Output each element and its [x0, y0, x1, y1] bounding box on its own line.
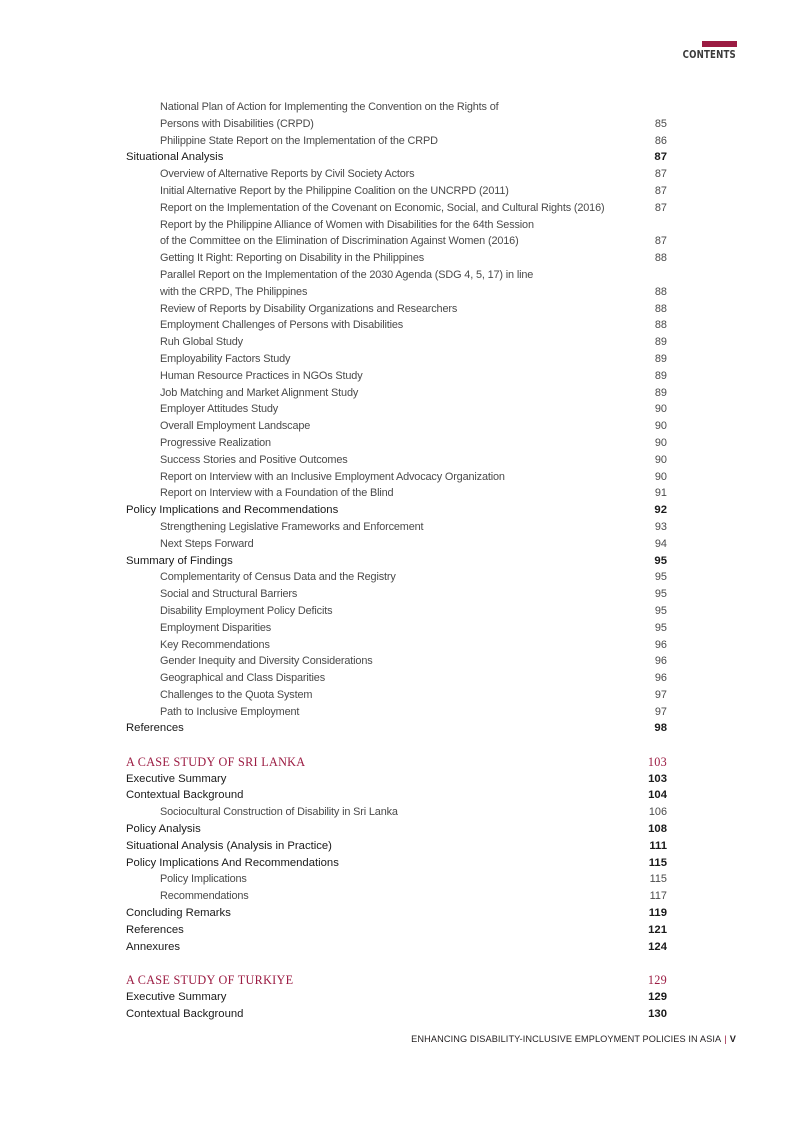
toc-entry-page-number: 87 [654, 184, 667, 197]
toc-section-entry[interactable] [126, 787, 667, 804]
toc-entry-page-number: 111 [649, 839, 667, 852]
toc-entry-page-number: 95 [654, 604, 667, 617]
toc-entry-label: Concluding Remarks [126, 907, 231, 920]
toc-section-entry[interactable] [126, 553, 667, 570]
toc-entry-label: Report on the Implementation of the Covenant on Economic, Social, and Cultural Rights (2016) [160, 201, 605, 214]
toc-entry-label: Review of Reports by Disability Organizations and Researchers [160, 302, 458, 315]
toc-entry-page-number: 96 [654, 638, 667, 651]
toc-entry-page-number: 95 [654, 554, 667, 567]
toc-entry-label: Getting It Right: Reporting on Disability in the Philippines [160, 252, 425, 265]
toc-subsection-entry[interactable] [126, 704, 667, 721]
toc-entry-label: Success Stories and Positive Outcomes [160, 453, 348, 466]
toc-entry-page-number: 94 [654, 537, 667, 550]
toc-entry-label: Geographical and Class Disparities [160, 672, 325, 685]
toc-entry-page-number: 88 [654, 302, 667, 315]
toc-subsection-entry[interactable] [126, 284, 667, 301]
page-footer [411, 1034, 736, 1044]
toc-entry-label: Executive Summary [126, 990, 227, 1003]
toc-subsection-entry[interactable] [126, 620, 667, 637]
toc-entry-label: Situational Analysis [126, 151, 224, 164]
toc-entry-page-number: 89 [654, 336, 667, 349]
toc-subsection-entry[interactable] [126, 385, 667, 402]
toc-entry-label: National Plan of Action for Implementing the Convention on the Rights of [160, 101, 499, 113]
toc-entry-label: Sociocultural Construction of Disability in Sri Lanka [160, 806, 398, 819]
toc-entry-page-number: 96 [654, 655, 667, 668]
toc-entry-page-number: 103 [648, 772, 667, 785]
footer-separator: | [724, 1034, 727, 1044]
toc-entry-page-number: 90 [654, 436, 667, 449]
toc-entry-label: Parallel Report on the Implementation of the 2030 Agenda (SDG 4, 5, 17) in line [160, 268, 534, 281]
toc-entry-page-number: 95 [654, 621, 667, 634]
toc-entry-label: Human Resource Practices in NGOs Study [160, 369, 363, 382]
toc-subsection-entry[interactable] [126, 200, 667, 217]
toc-entry-page-number: 95 [654, 571, 667, 584]
toc-subsection-entry[interactable] [126, 217, 667, 234]
toc-entry-page-number: 89 [654, 369, 667, 382]
toc-entry-page-number: 97 [654, 688, 667, 701]
toc-section-entry[interactable] [126, 838, 667, 855]
toc-subsection-entry[interactable] [126, 301, 667, 318]
toc-entry-label: Overview of Alternative Reports by Civil Society Actors [160, 168, 415, 181]
toc-entry-label: Employability Factors Study [160, 352, 291, 365]
toc-entry-label: Policy Implications and Recommendations [126, 504, 339, 517]
toc-section-gap [126, 955, 667, 972]
toc-entry-label: Employer Attitudes Study [160, 403, 279, 416]
toc-subsection-entry[interactable] [126, 116, 667, 133]
toc-subsection-entry[interactable] [126, 485, 667, 502]
toc-entry-page-number: 89 [654, 352, 667, 365]
toc-entry-label: Employment Disparities [160, 621, 272, 634]
toc-entry-page-number: 129 [648, 990, 667, 1003]
toc-entry-page-number: 92 [654, 504, 667, 517]
toc-entry-label: Contextual Background [126, 1007, 244, 1020]
toc-entry-page-number: 88 [654, 285, 667, 298]
toc-entry-label: Recommendations [160, 890, 249, 903]
toc-section-entry[interactable] [126, 905, 667, 922]
toc-entry-label: Philippine State Report on the Implementation of the CRPD [160, 134, 438, 147]
toc-entry-label: Challenges to the Quota System [160, 688, 313, 701]
toc-entry-page-number: 103 [647, 754, 667, 769]
toc-subsection-entry[interactable] [126, 586, 667, 603]
toc-entry-label: A CASE STUDY OF TURKIYE [126, 973, 294, 988]
toc-subsection-entry[interactable] [126, 233, 667, 250]
toc-entry-label: Report by the Philippine Alliance of Women with Disabilities for the 64th Session [160, 218, 534, 231]
toc-entry-page-number: 90 [654, 470, 667, 483]
toc-entry-label: Social and Structural Barriers [160, 588, 298, 601]
toc-entry-page-number: 87 [654, 168, 667, 181]
toc-entry-label: Contextual Background [126, 789, 244, 802]
toc-subsection-entry[interactable] [126, 871, 667, 888]
toc-entry-label: Summary of Findings [126, 554, 233, 567]
toc-entry-label: Policy Implications [160, 873, 247, 886]
toc-entry-label: Persons with Disabilities (CRPD) [160, 117, 314, 130]
toc-subsection-entry[interactable] [126, 250, 667, 267]
toc-subsection-entry[interactable] [126, 569, 667, 586]
toc-entry-page-number: 119 [648, 907, 667, 920]
toc-entry-label: Job Matching and Market Alignment Study [160, 386, 359, 399]
toc-subsection-entry[interactable] [126, 637, 667, 654]
table-of-contents [126, 99, 667, 1022]
toc-entry-page-number: 106 [648, 806, 667, 819]
toc-entry-label: Progressive Realization [160, 436, 271, 449]
toc-entry-label: Employment Challenges of Persons with Disabilities [160, 319, 404, 332]
toc-subsection-entry[interactable] [126, 351, 667, 368]
toc-entry-page-number: 89 [654, 386, 667, 399]
toc-entry-label: A CASE STUDY OF SRI LANKA [126, 754, 306, 769]
toc-subsection-entry[interactable] [126, 368, 667, 385]
toc-subsection-entry[interactable] [126, 653, 667, 670]
toc-entry-page-number: 97 [654, 705, 667, 718]
page-title: CONTENTS [682, 49, 736, 61]
toc-subsection-entry[interactable] [126, 603, 667, 620]
toc-entry-page-number: 108 [648, 823, 667, 836]
toc-entry-label: Annexures [126, 940, 181, 953]
toc-entry-label: with the CRPD, The Philippines [160, 285, 308, 298]
toc-entry-label: Next Steps Forward [160, 537, 254, 550]
toc-entry-page-number: 115 [648, 856, 667, 869]
toc-chapter-entry[interactable] [126, 972, 667, 989]
toc-entry-page-number: 115 [649, 873, 667, 886]
toc-subsection-entry[interactable] [126, 670, 667, 687]
toc-entry-label: Key Recommendations [160, 638, 270, 651]
toc-entry-label: Ruh Global Study [160, 336, 243, 349]
toc-entry-page-number: 124 [648, 940, 667, 953]
toc-subsection-entry[interactable] [126, 804, 667, 821]
toc-entry-label: Initial Alternative Report by the Philippine Coalition on the UNCRPD (2011) [160, 184, 509, 197]
toc-entry-page-number: 88 [654, 252, 667, 265]
toc-entry-label: Complementarity of Census Data and the Registry [160, 571, 396, 584]
footer-title: ENHANCING DISABILITY-INCLUSIVE EMPLOYMENT POLICIES IN ASIA [411, 1034, 722, 1044]
toc-section-entry[interactable] [126, 939, 667, 956]
toc-chapter-entry[interactable] [126, 754, 667, 771]
toc-section-entry[interactable] [126, 771, 667, 788]
toc-entry-page-number: 104 [648, 789, 667, 802]
toc-entry-page-number: 88 [654, 319, 667, 332]
toc-subsection-entry[interactable] [126, 317, 667, 334]
toc-subsection-entry[interactable] [126, 469, 667, 486]
toc-section-entry[interactable] [126, 821, 667, 838]
toc-entry-label: Gender Inequity and Diversity Considerations [160, 655, 373, 668]
toc-entry-label: Overall Employment Landscape [160, 420, 311, 433]
toc-entry-page-number: 90 [654, 420, 667, 433]
toc-section-entry[interactable] [126, 922, 667, 939]
toc-section-entry[interactable] [126, 1006, 667, 1023]
toc-entry-page-number: 87 [654, 235, 667, 248]
toc-section-entry[interactable] [126, 720, 667, 737]
toc-entry-page-number: 93 [654, 520, 667, 533]
toc-entry-label: Report on Interview with a Foundation of the Blind [160, 487, 394, 500]
toc-entry-page-number: 91 [654, 487, 667, 500]
header-accent-bar [702, 41, 737, 47]
toc-subsection-entry[interactable] [126, 99, 667, 116]
toc-entry-page-number: 121 [648, 923, 667, 936]
toc-subsection-entry[interactable] [126, 166, 667, 183]
toc-entry-page-number: 117 [649, 890, 667, 903]
toc-entry-label: Policy Implications And Recommendations [126, 856, 339, 869]
toc-section-entry[interactable] [126, 989, 667, 1006]
toc-subsection-entry[interactable] [126, 452, 667, 469]
toc-entry-page-number: 87 [654, 201, 667, 214]
toc-subsection-entry[interactable] [126, 536, 667, 553]
toc-subsection-entry[interactable] [126, 888, 667, 905]
toc-entry-label: Policy Analysis [126, 823, 201, 836]
toc-entry-label: References [126, 923, 184, 936]
toc-entry-page-number: 98 [654, 722, 667, 735]
toc-entry-label: Report on Interview with an Inclusive Employment Advocacy Organization [160, 470, 505, 483]
toc-entry-label: References [126, 722, 184, 735]
toc-entry-page-number: 90 [654, 453, 667, 466]
toc-entry-label: Disability Employment Policy Deficits [160, 604, 333, 617]
footer-page-number: V [729, 1034, 736, 1044]
toc-entry-label: Situational Analysis (Analysis in Practice) [126, 839, 332, 852]
toc-subsection-entry[interactable] [126, 267, 667, 284]
toc-entry-page-number: 87 [654, 151, 667, 164]
toc-entry-page-number: 95 [654, 588, 667, 601]
toc-entry-label: Strengthening Legislative Frameworks and Enforcement [160, 520, 424, 533]
toc-section-entry[interactable] [126, 855, 667, 872]
toc-section-gap [126, 737, 667, 754]
toc-subsection-entry[interactable] [126, 687, 667, 704]
toc-entry-page-number: 85 [654, 117, 667, 130]
toc-entry-page-number: 96 [654, 672, 667, 685]
toc-entry-label: Executive Summary [126, 772, 227, 785]
toc-entry-page-number: 130 [648, 1007, 667, 1020]
toc-subsection-entry[interactable] [126, 183, 667, 200]
toc-entry-page-number: 129 [647, 973, 667, 988]
toc-section-entry[interactable] [126, 502, 667, 519]
toc-subsection-entry[interactable] [126, 401, 667, 418]
toc-subsection-entry[interactable] [126, 418, 667, 435]
toc-subsection-entry[interactable] [126, 133, 667, 150]
toc-entry-page-number: 86 [654, 134, 667, 147]
toc-subsection-entry[interactable] [126, 519, 667, 536]
toc-subsection-entry[interactable] [126, 435, 667, 452]
toc-entry-label: Path to Inclusive Employment [160, 705, 300, 718]
toc-subsection-entry[interactable] [126, 334, 667, 351]
toc-entry-label: of the Committee on the Elimination of Discrimination Against Women (2016) [160, 235, 519, 248]
toc-section-entry[interactable] [126, 149, 667, 166]
toc-entry-page-number: 90 [654, 403, 667, 416]
